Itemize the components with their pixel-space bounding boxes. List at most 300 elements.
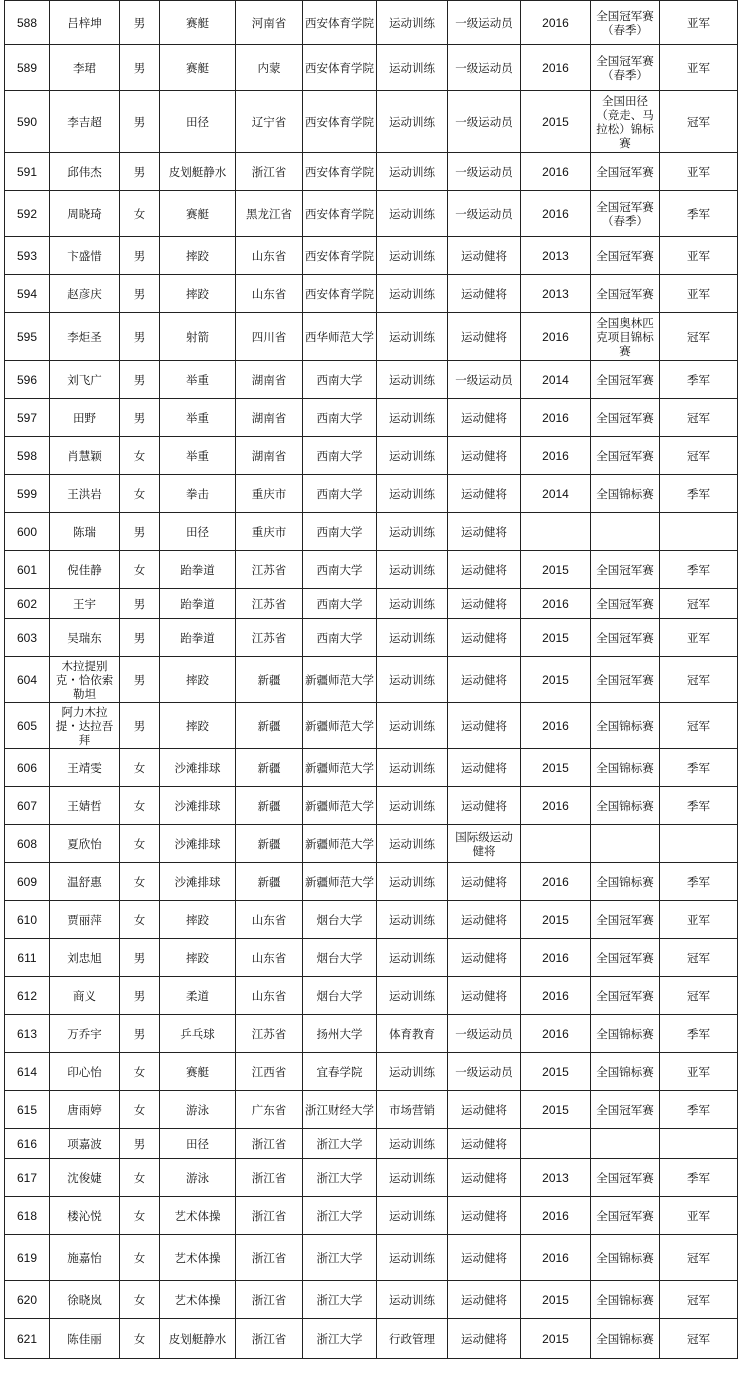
row-number-cell: 595	[5, 313, 50, 361]
athlete-name-cell: 王靖雯	[50, 749, 120, 787]
university-cell: 西安体育学院	[303, 1, 377, 45]
row-number-cell: 620	[5, 1281, 50, 1319]
table-row	[5, 1319, 738, 1359]
sport-cell: 跆拳道	[160, 619, 236, 657]
university-cell: 浙江大学	[303, 1281, 377, 1319]
major-cell: 运动训练	[377, 399, 448, 437]
table-row	[5, 153, 738, 191]
sport-cell: 田径	[160, 91, 236, 153]
table-row	[5, 475, 738, 513]
sport-cell: 沙滩排球	[160, 749, 236, 787]
row-number-cell: 594	[5, 275, 50, 313]
result-cell: 季军	[660, 551, 738, 589]
rank-title-cell: 运动健将	[448, 619, 521, 657]
year-cell: 2016	[521, 1015, 591, 1053]
year-cell: 2016	[521, 191, 591, 237]
table-row	[5, 1053, 738, 1091]
sport-cell: 皮划艇静水	[160, 1319, 236, 1359]
major-cell: 运动训练	[377, 901, 448, 939]
table-row	[5, 1197, 738, 1235]
rank-title-cell: 运动健将	[448, 1197, 521, 1235]
province-cell: 浙江省	[236, 1235, 303, 1281]
row-number-cell: 611	[5, 939, 50, 977]
table-row	[5, 1015, 738, 1053]
gender-cell: 男	[120, 703, 160, 749]
row-number-cell: 591	[5, 153, 50, 191]
major-cell: 运动训练	[377, 787, 448, 825]
table-row	[5, 1091, 738, 1129]
result-cell: 季军	[660, 749, 738, 787]
province-cell: 江苏省	[236, 589, 303, 619]
gender-cell: 女	[120, 901, 160, 939]
province-cell: 重庆市	[236, 513, 303, 551]
university-cell: 烟台大学	[303, 901, 377, 939]
major-cell: 运动训练	[377, 513, 448, 551]
row-number-cell: 601	[5, 551, 50, 589]
gender-cell: 女	[120, 437, 160, 475]
year-cell: 2013	[521, 1159, 591, 1197]
row-number-cell: 592	[5, 191, 50, 237]
year-cell: 2015	[521, 1091, 591, 1129]
province-cell: 山东省	[236, 939, 303, 977]
year-cell: 2016	[521, 1, 591, 45]
row-number-cell: 609	[5, 863, 50, 901]
athlete-name-cell: 王婧哲	[50, 787, 120, 825]
sport-cell: 游泳	[160, 1159, 236, 1197]
major-cell: 运动训练	[377, 589, 448, 619]
year-cell: 2015	[521, 1281, 591, 1319]
athlete-name-cell: 李吉超	[50, 91, 120, 153]
result-cell: 亚军	[660, 1197, 738, 1235]
gender-cell: 男	[120, 1129, 160, 1159]
result-cell: 季军	[660, 1015, 738, 1053]
table-row	[5, 589, 738, 619]
row-number-cell: 607	[5, 787, 50, 825]
table-row	[5, 939, 738, 977]
year-cell	[521, 513, 591, 551]
year-cell	[521, 1129, 591, 1159]
competition-cell: 全国冠军赛	[591, 1091, 660, 1129]
result-cell: 季军	[660, 863, 738, 901]
sport-cell: 摔跤	[160, 657, 236, 703]
major-cell: 市场营销	[377, 1091, 448, 1129]
sport-cell: 艺术体操	[160, 1197, 236, 1235]
competition-cell: 全国冠军赛	[591, 1197, 660, 1235]
province-cell: 新疆	[236, 825, 303, 863]
rank-title-cell: 运动健将	[448, 703, 521, 749]
university-cell: 西南大学	[303, 475, 377, 513]
athlete-name-cell: 卞盛惜	[50, 237, 120, 275]
sport-cell: 摔跤	[160, 901, 236, 939]
athlete-name-cell: 肖慧颖	[50, 437, 120, 475]
major-cell: 运动训练	[377, 1159, 448, 1197]
table-row	[5, 313, 738, 361]
rank-title-cell: 运动健将	[448, 399, 521, 437]
province-cell: 广东省	[236, 1091, 303, 1129]
university-cell: 新疆师范大学	[303, 749, 377, 787]
athlete-name-cell: 木拉提别克・恰依索勒坦	[50, 657, 120, 703]
rank-title-cell: 运动健将	[448, 977, 521, 1015]
sport-cell: 沙滩排球	[160, 787, 236, 825]
result-cell: 季军	[660, 1159, 738, 1197]
competition-cell: 全国冠军赛	[591, 237, 660, 275]
competition-cell: 全国锦标赛	[591, 1235, 660, 1281]
year-cell: 2016	[521, 787, 591, 825]
table-row	[5, 1159, 738, 1197]
university-cell: 新疆师范大学	[303, 787, 377, 825]
result-cell: 冠军	[660, 399, 738, 437]
province-cell: 浙江省	[236, 1319, 303, 1359]
university-cell: 西安体育学院	[303, 45, 377, 91]
year-cell: 2015	[521, 901, 591, 939]
competition-cell: 全国冠军赛	[591, 275, 660, 313]
province-cell: 湖南省	[236, 399, 303, 437]
province-cell: 新疆	[236, 863, 303, 901]
university-cell: 西华师范大学	[303, 313, 377, 361]
year-cell: 2016	[521, 863, 591, 901]
rank-title-cell: 运动健将	[448, 863, 521, 901]
competition-cell: 全国冠军赛	[591, 361, 660, 399]
competition-cell: 全国冠军赛（春季）	[591, 191, 660, 237]
athlete-name-cell: 夏欣怡	[50, 825, 120, 863]
result-cell: 亚军	[660, 153, 738, 191]
competition-cell: 全国锦标赛	[591, 1053, 660, 1091]
result-cell: 冠军	[660, 1281, 738, 1319]
athlete-name-cell: 沈俊婕	[50, 1159, 120, 1197]
sport-cell: 赛艇	[160, 191, 236, 237]
result-cell: 季军	[660, 787, 738, 825]
rank-title-cell: 一级运动员	[448, 361, 521, 399]
rank-title-cell: 一级运动员	[448, 191, 521, 237]
sport-cell: 乒乓球	[160, 1015, 236, 1053]
row-number-cell: 588	[5, 1, 50, 45]
major-cell: 运动训练	[377, 191, 448, 237]
sport-cell: 艺术体操	[160, 1281, 236, 1319]
table-row	[5, 657, 738, 703]
province-cell: 浙江省	[236, 1197, 303, 1235]
sport-cell: 射箭	[160, 313, 236, 361]
gender-cell: 女	[120, 1091, 160, 1129]
province-cell: 黑龙江省	[236, 191, 303, 237]
sport-cell: 举重	[160, 437, 236, 475]
province-cell: 山东省	[236, 977, 303, 1015]
competition-cell: 全国田径（竞走、马拉松）锦标赛	[591, 91, 660, 153]
table-row	[5, 513, 738, 551]
gender-cell: 女	[120, 825, 160, 863]
gender-cell: 男	[120, 619, 160, 657]
sport-cell: 举重	[160, 399, 236, 437]
sport-cell: 赛艇	[160, 45, 236, 91]
result-cell: 冠军	[660, 437, 738, 475]
university-cell: 浙江大学	[303, 1235, 377, 1281]
rank-title-cell: 一级运动员	[448, 1015, 521, 1053]
table-row	[5, 1129, 738, 1159]
year-cell: 2013	[521, 275, 591, 313]
rank-title-cell: 一级运动员	[448, 91, 521, 153]
year-cell: 2014	[521, 361, 591, 399]
province-cell: 河南省	[236, 1, 303, 45]
gender-cell: 女	[120, 1053, 160, 1091]
province-cell: 浙江省	[236, 1159, 303, 1197]
result-cell: 冠军	[660, 703, 738, 749]
competition-cell: 全国冠军赛	[591, 1159, 660, 1197]
province-cell: 新疆	[236, 703, 303, 749]
row-number-cell: 590	[5, 91, 50, 153]
result-cell: 冠军	[660, 657, 738, 703]
competition-cell: 全国冠军赛	[591, 551, 660, 589]
competition-cell: 全国冠军赛	[591, 657, 660, 703]
competition-cell: 全国冠军赛（春季）	[591, 45, 660, 91]
result-cell: 冠军	[660, 977, 738, 1015]
university-cell: 西安体育学院	[303, 153, 377, 191]
athlete-name-cell: 刘忠旭	[50, 939, 120, 977]
gender-cell: 男	[120, 513, 160, 551]
gender-cell: 男	[120, 399, 160, 437]
university-cell: 浙江大学	[303, 1197, 377, 1235]
university-cell: 浙江大学	[303, 1159, 377, 1197]
result-cell: 亚军	[660, 1053, 738, 1091]
university-cell: 烟台大学	[303, 977, 377, 1015]
gender-cell: 女	[120, 1319, 160, 1359]
table-row	[5, 237, 738, 275]
major-cell: 运动训练	[377, 1053, 448, 1091]
athlete-name-cell: 温舒惠	[50, 863, 120, 901]
table-row	[5, 1235, 738, 1281]
competition-cell: 全国锦标赛	[591, 1015, 660, 1053]
university-cell: 西南大学	[303, 437, 377, 475]
gender-cell: 男	[120, 977, 160, 1015]
athlete-name-cell: 刘飞广	[50, 361, 120, 399]
sport-cell: 游泳	[160, 1091, 236, 1129]
sport-cell: 赛艇	[160, 1, 236, 45]
athlete-name-cell: 吴瑞东	[50, 619, 120, 657]
athlete-name-cell: 吕梓坤	[50, 1, 120, 45]
row-number-cell: 604	[5, 657, 50, 703]
major-cell: 运动训练	[377, 237, 448, 275]
major-cell: 运动训练	[377, 825, 448, 863]
sport-cell: 拳击	[160, 475, 236, 513]
province-cell: 江苏省	[236, 551, 303, 589]
table-row	[5, 399, 738, 437]
table-row	[5, 1, 738, 45]
result-cell: 季军	[660, 361, 738, 399]
row-number-cell: 596	[5, 361, 50, 399]
competition-cell: 全国冠军赛	[591, 153, 660, 191]
major-cell: 运动训练	[377, 749, 448, 787]
result-cell: 季军	[660, 191, 738, 237]
result-cell: 冠军	[660, 1235, 738, 1281]
province-cell: 新疆	[236, 787, 303, 825]
rank-title-cell: 运动健将	[448, 1235, 521, 1281]
result-cell	[660, 513, 738, 551]
competition-cell: 全国冠军赛	[591, 977, 660, 1015]
table-row	[5, 551, 738, 589]
rank-title-cell: 运动健将	[448, 313, 521, 361]
result-cell: 冠军	[660, 313, 738, 361]
rank-title-cell: 运动健将	[448, 1319, 521, 1359]
row-number-cell: 597	[5, 399, 50, 437]
gender-cell: 男	[120, 275, 160, 313]
province-cell: 江西省	[236, 1053, 303, 1091]
row-number-cell: 603	[5, 619, 50, 657]
university-cell: 西安体育学院	[303, 237, 377, 275]
major-cell: 运动训练	[377, 91, 448, 153]
university-cell: 扬州大学	[303, 1015, 377, 1053]
sport-cell: 田径	[160, 513, 236, 551]
year-cell: 2016	[521, 977, 591, 1015]
gender-cell: 男	[120, 939, 160, 977]
sport-cell: 皮划艇静水	[160, 153, 236, 191]
gender-cell: 男	[120, 1015, 160, 1053]
university-cell: 西安体育学院	[303, 91, 377, 153]
athlete-name-cell: 王洪岩	[50, 475, 120, 513]
major-cell: 运动训练	[377, 313, 448, 361]
row-number-cell: 612	[5, 977, 50, 1015]
major-cell: 运动训练	[377, 361, 448, 399]
row-number-cell: 614	[5, 1053, 50, 1091]
year-cell: 2015	[521, 749, 591, 787]
gender-cell: 男	[120, 657, 160, 703]
athlete-name-cell: 施嘉怡	[50, 1235, 120, 1281]
athlete-name-cell: 陈佳丽	[50, 1319, 120, 1359]
athlete-name-cell: 周晓琦	[50, 191, 120, 237]
result-cell: 季军	[660, 475, 738, 513]
university-cell: 浙江财经大学	[303, 1091, 377, 1129]
rank-title-cell: 运动健将	[448, 749, 521, 787]
rank-title-cell: 运动健将	[448, 1159, 521, 1197]
gender-cell: 女	[120, 1197, 160, 1235]
province-cell: 新疆	[236, 657, 303, 703]
table-row	[5, 863, 738, 901]
table-row	[5, 361, 738, 399]
major-cell: 运动训练	[377, 863, 448, 901]
row-number-cell: 610	[5, 901, 50, 939]
gender-cell: 女	[120, 1281, 160, 1319]
rank-title-cell: 运动健将	[448, 275, 521, 313]
province-cell: 江苏省	[236, 1015, 303, 1053]
major-cell: 运动训练	[377, 45, 448, 91]
province-cell: 湖南省	[236, 437, 303, 475]
gender-cell: 女	[120, 863, 160, 901]
result-cell: 亚军	[660, 45, 738, 91]
gender-cell: 男	[120, 589, 160, 619]
province-cell: 浙江省	[236, 1281, 303, 1319]
major-cell: 运动训练	[377, 619, 448, 657]
rank-title-cell: 运动健将	[448, 237, 521, 275]
sport-cell: 摔跤	[160, 275, 236, 313]
competition-cell: 全国冠军赛	[591, 589, 660, 619]
sport-cell: 艺术体操	[160, 1235, 236, 1281]
rank-title-cell: 运动健将	[448, 939, 521, 977]
year-cell: 2015	[521, 1319, 591, 1359]
table-row	[5, 703, 738, 749]
row-number-cell: 600	[5, 513, 50, 551]
university-cell: 西安体育学院	[303, 275, 377, 313]
rank-title-cell: 运动健将	[448, 901, 521, 939]
province-cell: 湖南省	[236, 361, 303, 399]
rank-title-cell: 一级运动员	[448, 45, 521, 91]
year-cell: 2015	[521, 619, 591, 657]
province-cell: 四川省	[236, 313, 303, 361]
competition-cell: 全国冠军赛	[591, 939, 660, 977]
table-row	[5, 825, 738, 863]
province-cell: 重庆市	[236, 475, 303, 513]
athlete-name-cell: 邱伟杰	[50, 153, 120, 191]
row-number-cell: 608	[5, 825, 50, 863]
rank-title-cell: 运动健将	[448, 475, 521, 513]
athlete-name-cell: 项嘉波	[50, 1129, 120, 1159]
competition-cell: 全国锦标赛	[591, 863, 660, 901]
university-cell: 宜春学院	[303, 1053, 377, 1091]
rank-title-cell: 一级运动员	[448, 1, 521, 45]
year-cell	[521, 825, 591, 863]
province-cell: 辽宁省	[236, 91, 303, 153]
table-row	[5, 275, 738, 313]
university-cell: 西南大学	[303, 513, 377, 551]
university-cell: 浙江大学	[303, 1129, 377, 1159]
competition-cell: 全国冠军赛	[591, 399, 660, 437]
row-number-cell: 617	[5, 1159, 50, 1197]
major-cell: 运动训练	[377, 657, 448, 703]
athlete-name-cell: 倪佳静	[50, 551, 120, 589]
athlete-name-cell: 田野	[50, 399, 120, 437]
province-cell: 新疆	[236, 749, 303, 787]
gender-cell: 男	[120, 237, 160, 275]
year-cell: 2015	[521, 551, 591, 589]
row-number-cell: 618	[5, 1197, 50, 1235]
athlete-name-cell: 赵彦庆	[50, 275, 120, 313]
athlete-name-cell: 阿力木拉提・达拉吾拜	[50, 703, 120, 749]
gender-cell: 男	[120, 45, 160, 91]
gender-cell: 女	[120, 475, 160, 513]
province-cell: 山东省	[236, 275, 303, 313]
major-cell: 运动训练	[377, 939, 448, 977]
major-cell: 运动训练	[377, 1, 448, 45]
result-cell: 亚军	[660, 237, 738, 275]
competition-cell: 全国奥林匹克项目锦标赛	[591, 313, 660, 361]
table-row	[5, 901, 738, 939]
sport-cell: 沙滩排球	[160, 825, 236, 863]
gender-cell: 男	[120, 313, 160, 361]
university-cell: 新疆师范大学	[303, 703, 377, 749]
university-cell: 浙江大学	[303, 1319, 377, 1359]
sport-cell: 摔跤	[160, 939, 236, 977]
table-row	[5, 977, 738, 1015]
result-cell	[660, 825, 738, 863]
major-cell: 运动训练	[377, 437, 448, 475]
year-cell: 2016	[521, 45, 591, 91]
year-cell: 2016	[521, 1197, 591, 1235]
row-number-cell: 606	[5, 749, 50, 787]
major-cell: 运动训练	[377, 977, 448, 1015]
table-row	[5, 437, 738, 475]
gender-cell: 男	[120, 361, 160, 399]
university-cell: 新疆师范大学	[303, 657, 377, 703]
university-cell: 西南大学	[303, 589, 377, 619]
year-cell: 2016	[521, 939, 591, 977]
gender-cell: 女	[120, 787, 160, 825]
row-number-cell: 598	[5, 437, 50, 475]
gender-cell: 女	[120, 191, 160, 237]
rank-title-cell: 运动健将	[448, 551, 521, 589]
gender-cell: 女	[120, 1159, 160, 1197]
competition-cell	[591, 825, 660, 863]
rank-title-cell: 一级运动员	[448, 1053, 521, 1091]
gender-cell: 男	[120, 1, 160, 45]
table-body	[5, 1, 738, 1359]
university-cell: 西南大学	[303, 551, 377, 589]
competition-cell: 全国锦标赛	[591, 475, 660, 513]
